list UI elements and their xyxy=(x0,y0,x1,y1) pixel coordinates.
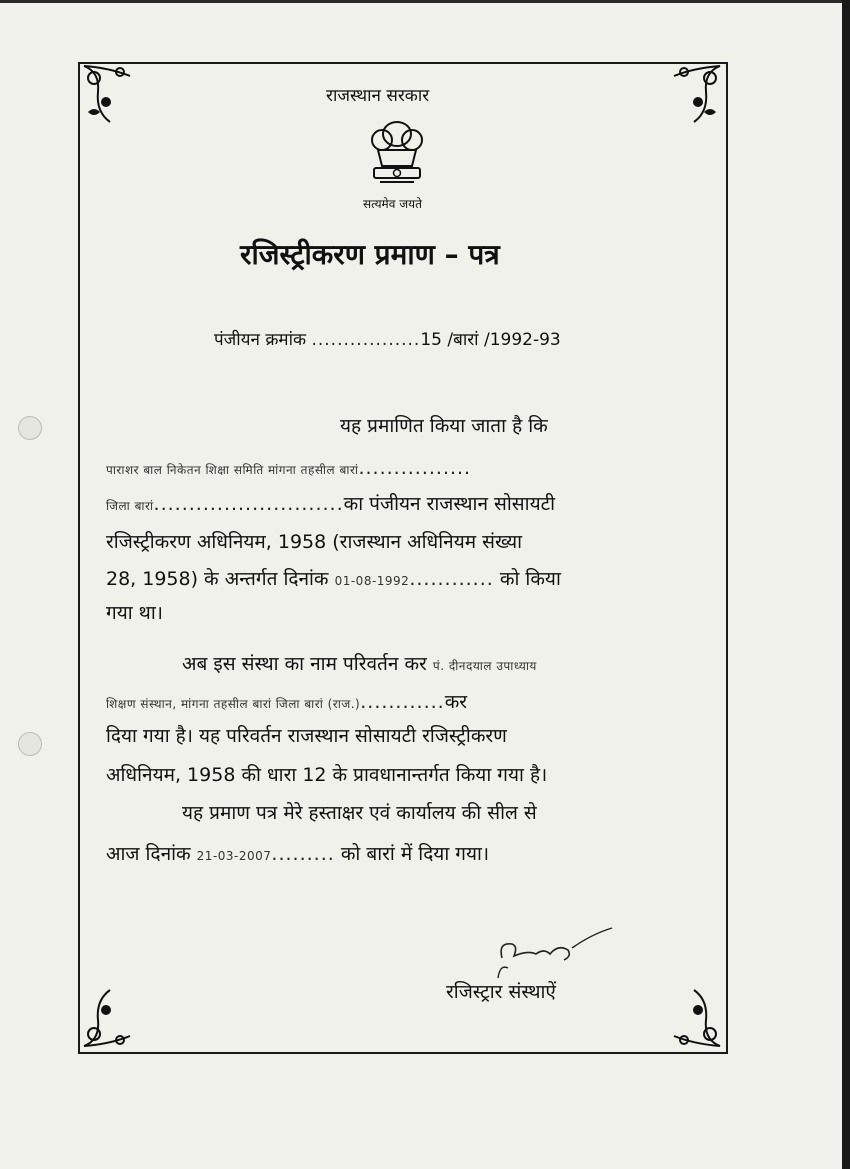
society-original-name: पाराशर बाल निकेतन शिक्षा समिति मांगना तहसील बारां xyxy=(106,463,359,477)
registrar-designation: रजिस्ट्रार संस्थाऐं xyxy=(446,981,556,1003)
line2-text: का पंजीयन राजस्थान सोसायटी xyxy=(343,493,556,515)
line-3: रजिस्ट्रीकरण अधिनियम, 1958 (राजस्थान अधिनियम संख्या xyxy=(106,531,523,553)
new-name-part1: पं. दीनदयाल उपाध्याय xyxy=(432,659,537,673)
motto: सत्यमेव जयते xyxy=(363,197,422,211)
name-change-row xyxy=(182,652,537,678)
new-name-part2: शिक्षण संस्थान, मांगना तहसील बारां जिला बारां (राज.) xyxy=(106,697,361,711)
line10-b: को बारां में दिया गया। xyxy=(340,843,490,865)
line2-dots: ........................... xyxy=(153,493,344,515)
floral-corner-bottom-right-icon xyxy=(660,980,724,1050)
line4-b: को किया xyxy=(499,568,561,590)
certificate-title: रजिस्ट्रीकरण प्रमाण – पत्र xyxy=(240,238,500,271)
para2-a: अब इस संस्था का नाम परिवर्तन कर xyxy=(182,653,427,675)
line4-dots: ............ xyxy=(409,568,494,590)
registration-label: पंजीयन क्रमांक xyxy=(214,330,307,350)
line4-a: 28, 1958) के अन्तर्गत दिनांक xyxy=(106,568,329,590)
punch-hole-top xyxy=(18,416,42,440)
registration-number-row xyxy=(214,328,561,352)
line-10 xyxy=(106,842,489,868)
ashoka-emblem-icon xyxy=(366,112,428,192)
floral-corner-top-right-icon xyxy=(660,62,724,132)
registration-value: 15 /बारां /1992-93 xyxy=(420,330,561,350)
line10-dots: ......... xyxy=(271,843,335,865)
scan-edge-top xyxy=(0,0,850,3)
floral-corner-top-left-icon xyxy=(80,62,144,132)
punch-hole-bottom xyxy=(18,732,42,756)
registration-date: 01-08-1992 xyxy=(334,574,410,588)
district-handwritten: जिला बारां xyxy=(106,499,154,513)
registrar-signature-icon xyxy=(488,920,618,984)
line-2 xyxy=(106,492,555,518)
para2-kar: कर xyxy=(444,691,468,713)
line1-dots: ................ xyxy=(358,457,472,479)
line-8: अधिनियम, 1958 की धारा 12 के प्रावधानान्तर्गत किया गया है। xyxy=(106,764,548,786)
society-original-name-row xyxy=(106,456,471,482)
para2-dots: ............ xyxy=(360,691,445,713)
government-name: राजस्थान सरकार xyxy=(326,86,430,106)
line-5: गया था। xyxy=(106,602,163,624)
issue-date: 21-03-2007 xyxy=(196,849,272,863)
floral-corner-bottom-left-icon xyxy=(80,980,144,1050)
new-name-row xyxy=(106,690,467,716)
line-4 xyxy=(106,567,561,593)
scan-edge-right xyxy=(842,0,850,1169)
certification-intro: यह प्रमाणित किया जाता है कि xyxy=(340,415,548,437)
line-9: यह प्रमाण पत्र मेरे हस्ताक्षर एवं कार्यालय की सील से xyxy=(182,802,537,824)
line-7: दिया गया है। यह परिवर्तन राजस्थान सोसायटी रजिस्ट्रीकरण xyxy=(106,725,507,747)
registration-dots: ................. xyxy=(311,330,421,350)
line10-a: आज दिनांक xyxy=(106,843,191,865)
